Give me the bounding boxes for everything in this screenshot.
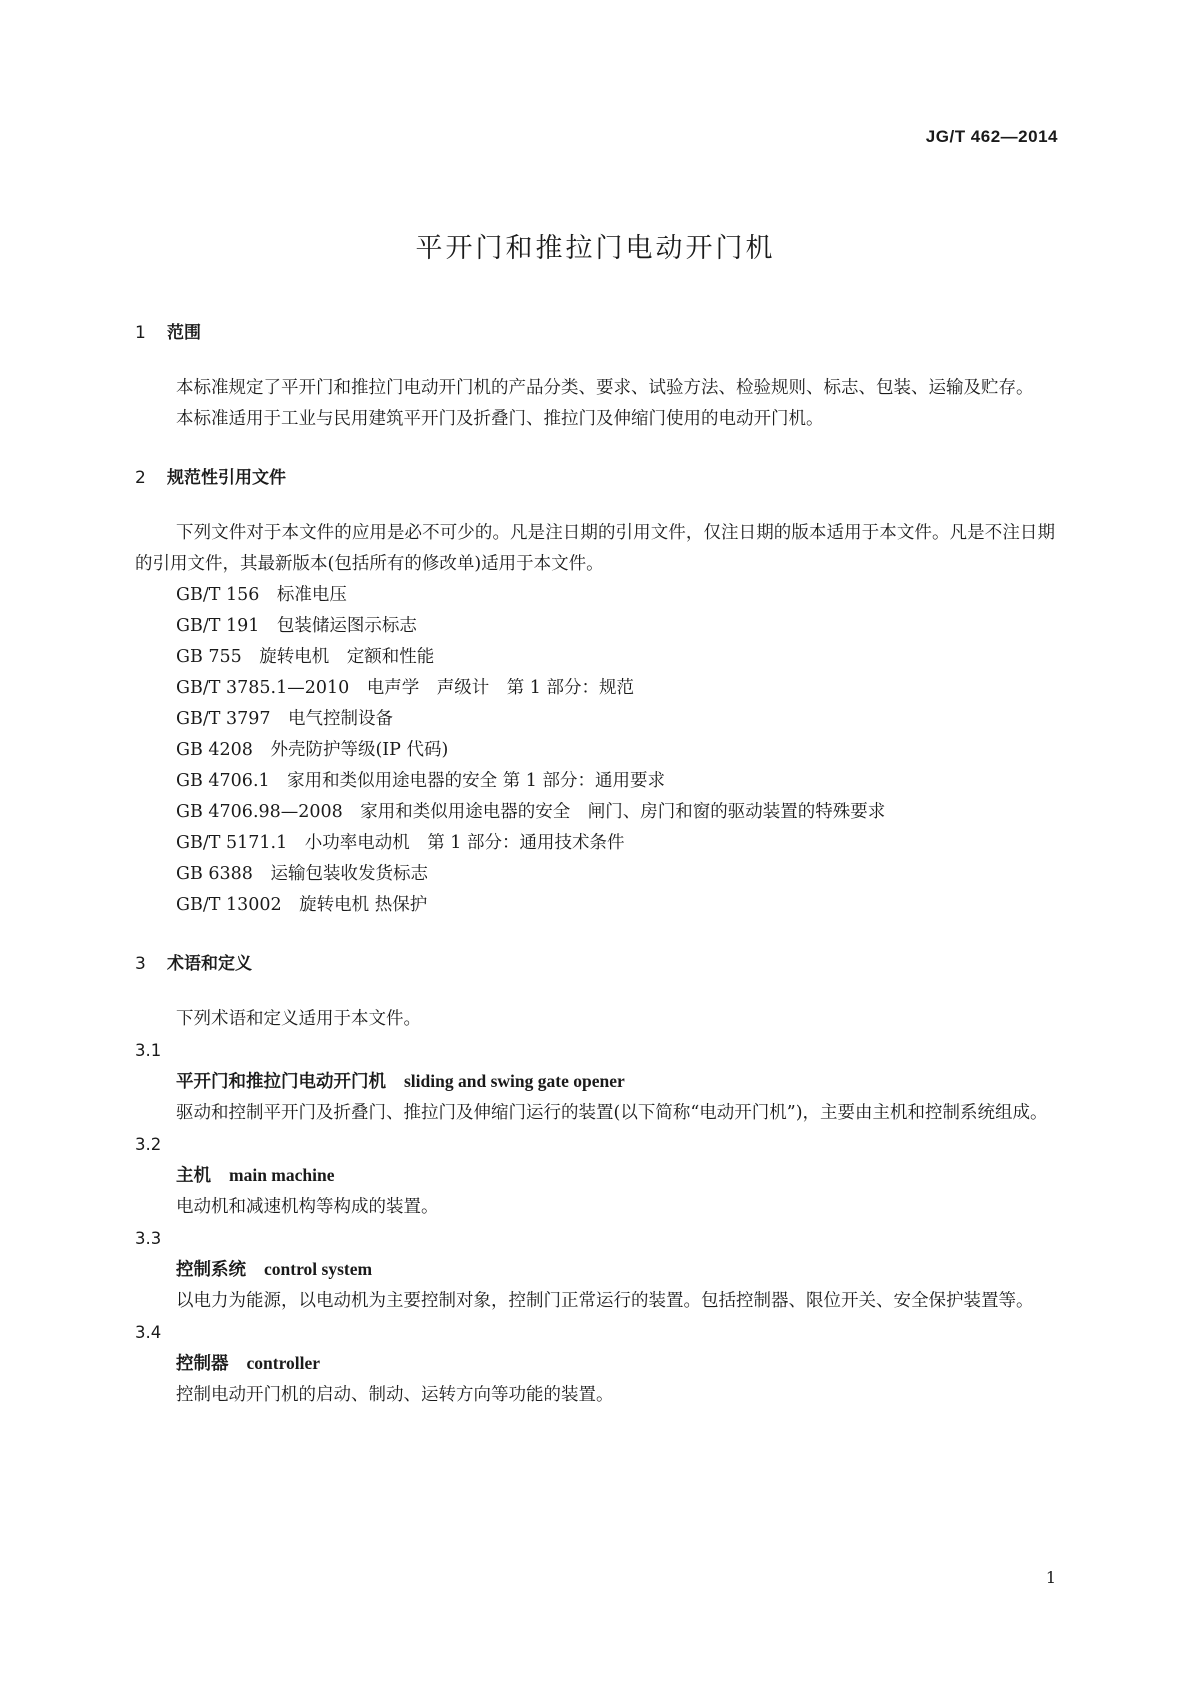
reference-item: GB/T 13002 旋转电机 热保护 <box>176 895 428 915</box>
term-chinese: 控制系统 <box>176 1260 246 1280</box>
term-english: controller <box>246 1353 321 1373</box>
term-entry <box>135 1035 1055 1129</box>
section-heading-normative-references <box>135 463 1055 494</box>
section-number: 1 <box>135 323 146 343</box>
term-heading <box>135 1066 1055 1098</box>
reference-item: GB 4208 外壳防护等级(IP 代码) <box>176 740 449 760</box>
paragraph: 本标准规定了平开门和推拉门电动开门机的产品分类、要求、试验方法、检验规则、标志、包装、运输及贮存。 <box>176 378 1034 398</box>
standard-code: JG/T 462—2014 <box>925 127 1058 146</box>
section-title: 规范性引用文件 <box>167 468 286 488</box>
section-number: 3 <box>135 954 146 974</box>
reference-item: GB 755 旋转电机 定额和性能 <box>176 647 435 667</box>
reference-item: GB/T 156 标准电压 <box>176 585 347 605</box>
reference-item: GB/T 3785.1—2010 电声学 声级计 第 1 部分：规范 <box>176 678 634 698</box>
document-title: 平开门和推拉门电动开门机 <box>415 233 776 264</box>
paragraph: 本标准适用于工业与民用建筑平开门及折叠门、推拉门及伸缩门使用的电动开门机。 <box>176 409 824 429</box>
term-entry <box>135 1129 1055 1223</box>
reference-item: GB 4706.1 家用和类似用途电器的安全 第 1 部分：通用要求 <box>176 771 665 791</box>
section-heading-terms-and-definitions <box>135 949 1055 980</box>
term-entry <box>135 1317 1055 1411</box>
term-english: sliding and swing gate opener <box>404 1071 625 1091</box>
term-definition: 控制电动开门机的启动、制动、运转方向等功能的装置。 <box>176 1385 614 1405</box>
document-body <box>135 318 1055 1411</box>
clause-number: 3.4 <box>135 1323 162 1342</box>
reference-item: GB 6388 运输包装收发货标志 <box>176 864 428 884</box>
section-number: 2 <box>135 468 146 488</box>
section-title: 术语和定义 <box>167 954 252 974</box>
reference-item: GB/T 191 包装储运图示标志 <box>176 616 417 636</box>
paragraph: 下列术语和定义适用于本文件。 <box>176 1009 421 1029</box>
clause-number: 3.2 <box>135 1135 162 1154</box>
term-definition: 电动机和减速机构等构成的装置。 <box>176 1197 439 1217</box>
term-chinese: 控制器 <box>176 1354 229 1374</box>
term-chinese: 平开门和推拉门电动开门机 <box>176 1072 386 1092</box>
section-heading-scope <box>135 318 1055 349</box>
reference-item: GB 4706.98—2008 家用和类似用途电器的安全 闸门、房门和窗的驱动装置的特殊要求 <box>176 802 886 822</box>
section-title: 范围 <box>167 323 201 343</box>
clause-number: 3.3 <box>135 1229 162 1248</box>
reference-item: GB/T 3797 电气控制设备 <box>176 709 394 729</box>
term-definition: 以电力为能源，以电动机为主要控制对象，控制门正常运行的装置。包括控制器、限位开关、安全保护装置等。 <box>176 1291 1034 1311</box>
reference-list <box>135 580 1055 921</box>
term-heading <box>135 1254 1055 1286</box>
term-definition: 驱动和控制平开门及折叠门、推拉门及伸缩门运行的装置(以下简称“电动开门机”)，主要由主机和控制系统组成。 <box>176 1103 1048 1123</box>
term-heading <box>135 1348 1055 1380</box>
term-heading <box>135 1160 1055 1192</box>
clause-number: 3.1 <box>135 1041 162 1060</box>
page-number: 1 <box>1045 1568 1056 1587</box>
term-english: main machine <box>229 1165 335 1185</box>
term-entry <box>135 1223 1055 1317</box>
term-english: control system <box>264 1259 373 1279</box>
paragraph: 下列文件对于本文件的应用是必不可少的。凡是注日期的引用文件，仅注日期的版本适用于本文件。凡是不注日期的引用文件，其最新版本(包括所有的修改单)适用于本文件。 <box>135 523 1055 574</box>
term-chinese: 主机 <box>176 1166 211 1186</box>
reference-item: GB/T 5171.1 小功率电动机 第 1 部分：通用技术条件 <box>176 833 625 853</box>
